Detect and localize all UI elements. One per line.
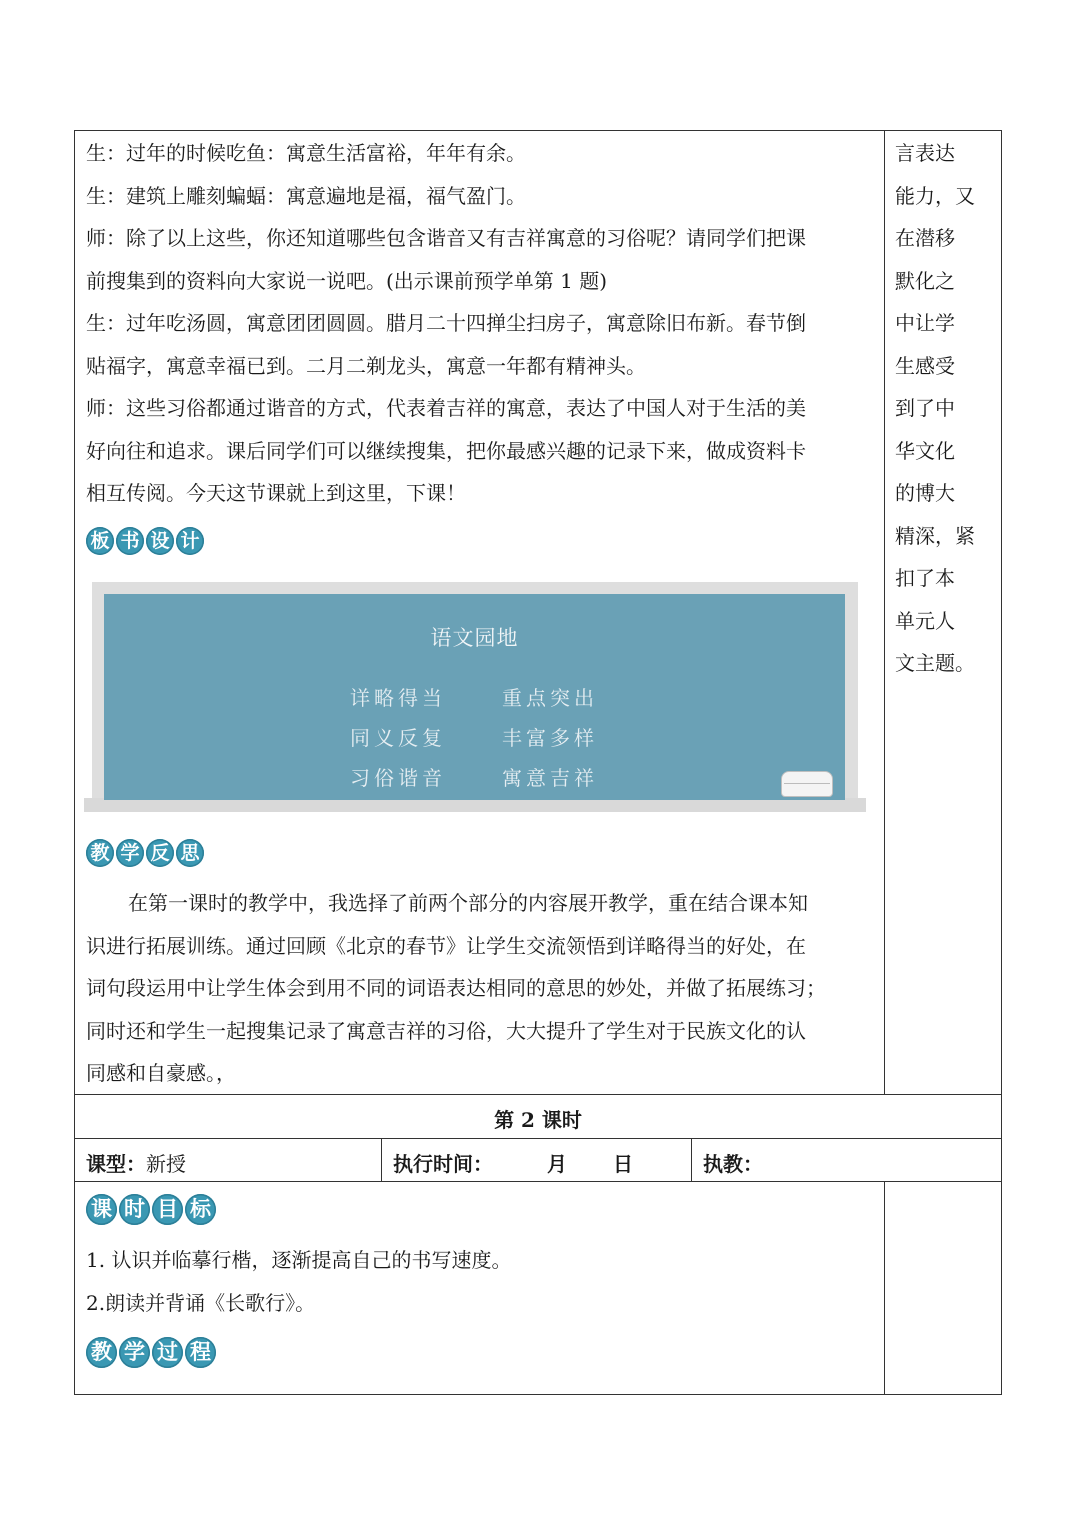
side-note-line: 中让学 — [895, 311, 955, 335]
row-divider-2 — [74, 1138, 1002, 1139]
lesson-goals-heading — [86, 1194, 216, 1225]
lesson-2-title: 第 2 课时 — [494, 1108, 582, 1132]
side-note-line: 文主题。 — [895, 651, 975, 675]
side-column-divider-top — [884, 130, 885, 1094]
dialogue-line: 好向往和追求。课后同学们可以继续搜集，把你最感兴趣的记录下来，做成资料卡 — [86, 438, 806, 463]
heading-badge: 板 — [86, 527, 114, 555]
dialogue-line: 前搜集到的资料向大家说一说吧。(出示课前预学单第 1 题) — [86, 268, 608, 293]
side-note-line: 华文化 — [895, 438, 955, 463]
lesson-goals-block — [86, 1239, 878, 1324]
heading-badge: 学 — [119, 1337, 150, 1368]
heading-badge: 程 — [185, 1337, 216, 1368]
side-note-line: 在潜移 — [895, 226, 955, 250]
execution-time-label: 执行时间： — [393, 1152, 493, 1176]
dialogue-line: 生：建筑上雕刻蝙蝠：寓意遍地是福，福气盈门。 — [86, 183, 526, 208]
heading-badge: 目 — [152, 1194, 183, 1225]
side-note-line: 能力，又 — [895, 183, 975, 208]
dialogue-line: 师：这些习俗都通过谐音的方式，代表着吉祥的寓意，表达了中国人对于生活的美 — [86, 396, 806, 420]
reflection-line: 在第一课时的教学中，我选择了前两个部分的内容展开教学，重在结合课本知 — [128, 891, 808, 915]
lesson-type — [86, 1148, 186, 1177]
header-divider-a — [381, 1138, 382, 1181]
side-column-divider-bottom — [884, 1181, 885, 1395]
blackboard-right-item: 寓意吉祥 — [502, 766, 598, 790]
reflection-line: 同感和自豪感。， — [86, 1061, 236, 1085]
blackboard-left-item: 详略得当 — [350, 686, 446, 710]
heading-badge: 设 — [146, 527, 174, 555]
row-divider-3 — [74, 1181, 1002, 1182]
dialogue-line: 生：过年的时候吃鱼：寓意生活富裕，年年有余。 — [86, 141, 526, 165]
side-note-line: 精深，紧 — [895, 523, 975, 548]
dialogue-line: 贴福字，寓意幸福已到。二月二剃龙头，寓意一年都有精神头。 — [86, 353, 646, 378]
blackboard-left-item: 习俗谐音 — [350, 766, 446, 790]
reflection-line: 词句段运用中让学生体会到用不同的词语表达相同的意思的妙处，并做了拓展练习； — [86, 976, 826, 1000]
blackboard-title: 语文园地 — [430, 626, 519, 650]
heading-badge: 教 — [86, 1337, 117, 1368]
side-note-line: 言表达 — [895, 141, 955, 165]
heading-badge: 课 — [86, 1194, 117, 1225]
month-label: 月 — [547, 1152, 567, 1176]
heading-badge: 过 — [152, 1337, 183, 1368]
side-note-line: 的博大 — [895, 481, 955, 505]
goal-item: 2.朗读并背诵《长歌行》。 — [86, 1290, 316, 1315]
blackboard-left-item: 同义反复 — [350, 726, 446, 750]
blackboard-surface — [104, 594, 845, 800]
blackboard-ledge — [84, 798, 866, 812]
dialogue-line: 生：过年吃汤圆，寓意团团圆圆。腊月二十四掸尘扫房子，寓意除旧布新。春节倒 — [86, 311, 806, 335]
side-note-line: 扣了本 — [895, 566, 955, 590]
eraser-icon — [781, 771, 833, 797]
header-divider-b — [691, 1138, 692, 1181]
dialogue-block — [86, 132, 878, 515]
reflection-line: 同时还和学生一起搜集记录了寓意吉祥的习俗，大大提升了学生对于民族文化的认 — [86, 1018, 806, 1043]
blackboard-right-item: 重点突出 — [502, 686, 598, 710]
blackboard-right-item: 丰富多样 — [502, 726, 598, 750]
side-note-line: 单元人 — [895, 608, 955, 633]
blackboard — [84, 582, 866, 812]
teaching-reflection-heading — [86, 839, 204, 867]
heading-badge: 思 — [176, 839, 204, 867]
dialogue-line: 相互传阅。今天这节课就上到这里，下课！ — [86, 481, 466, 505]
goal-item: 1. 认识并临摹行楷，逐渐提高自己的书写速度。 — [86, 1248, 512, 1272]
side-note-line: 默化之 — [895, 268, 955, 293]
day-label: 日 — [613, 1152, 633, 1176]
heading-badge: 时 — [119, 1194, 150, 1225]
side-note-line: 到了中 — [895, 396, 955, 420]
reflection-line: 识进行拓展训练。通过回顾《北京的春节》让学生交流领悟到详略得当的好处，在 — [86, 933, 806, 958]
teaching-process-heading — [86, 1337, 216, 1368]
lesson-type-value: 新授 — [146, 1152, 186, 1176]
side-note-line: 生感受 — [895, 353, 955, 378]
side-notes — [895, 132, 995, 685]
heading-badge: 教 — [86, 839, 114, 867]
heading-badge: 书 — [116, 527, 144, 555]
heading-badge: 标 — [185, 1194, 216, 1225]
heading-badge: 反 — [146, 839, 174, 867]
dialogue-line: 师：除了以上这些，你还知道哪些包含谐音又有吉祥寓意的习俗呢？请同学们把课 — [86, 226, 806, 250]
heading-badge: 学 — [116, 839, 144, 867]
reflection-block — [86, 882, 878, 1095]
lesson-type-label: 课型： — [86, 1152, 146, 1176]
blackboard-design-heading — [86, 527, 204, 555]
heading-badge: 计 — [176, 527, 204, 555]
teacher-label: 执教： — [703, 1152, 763, 1176]
